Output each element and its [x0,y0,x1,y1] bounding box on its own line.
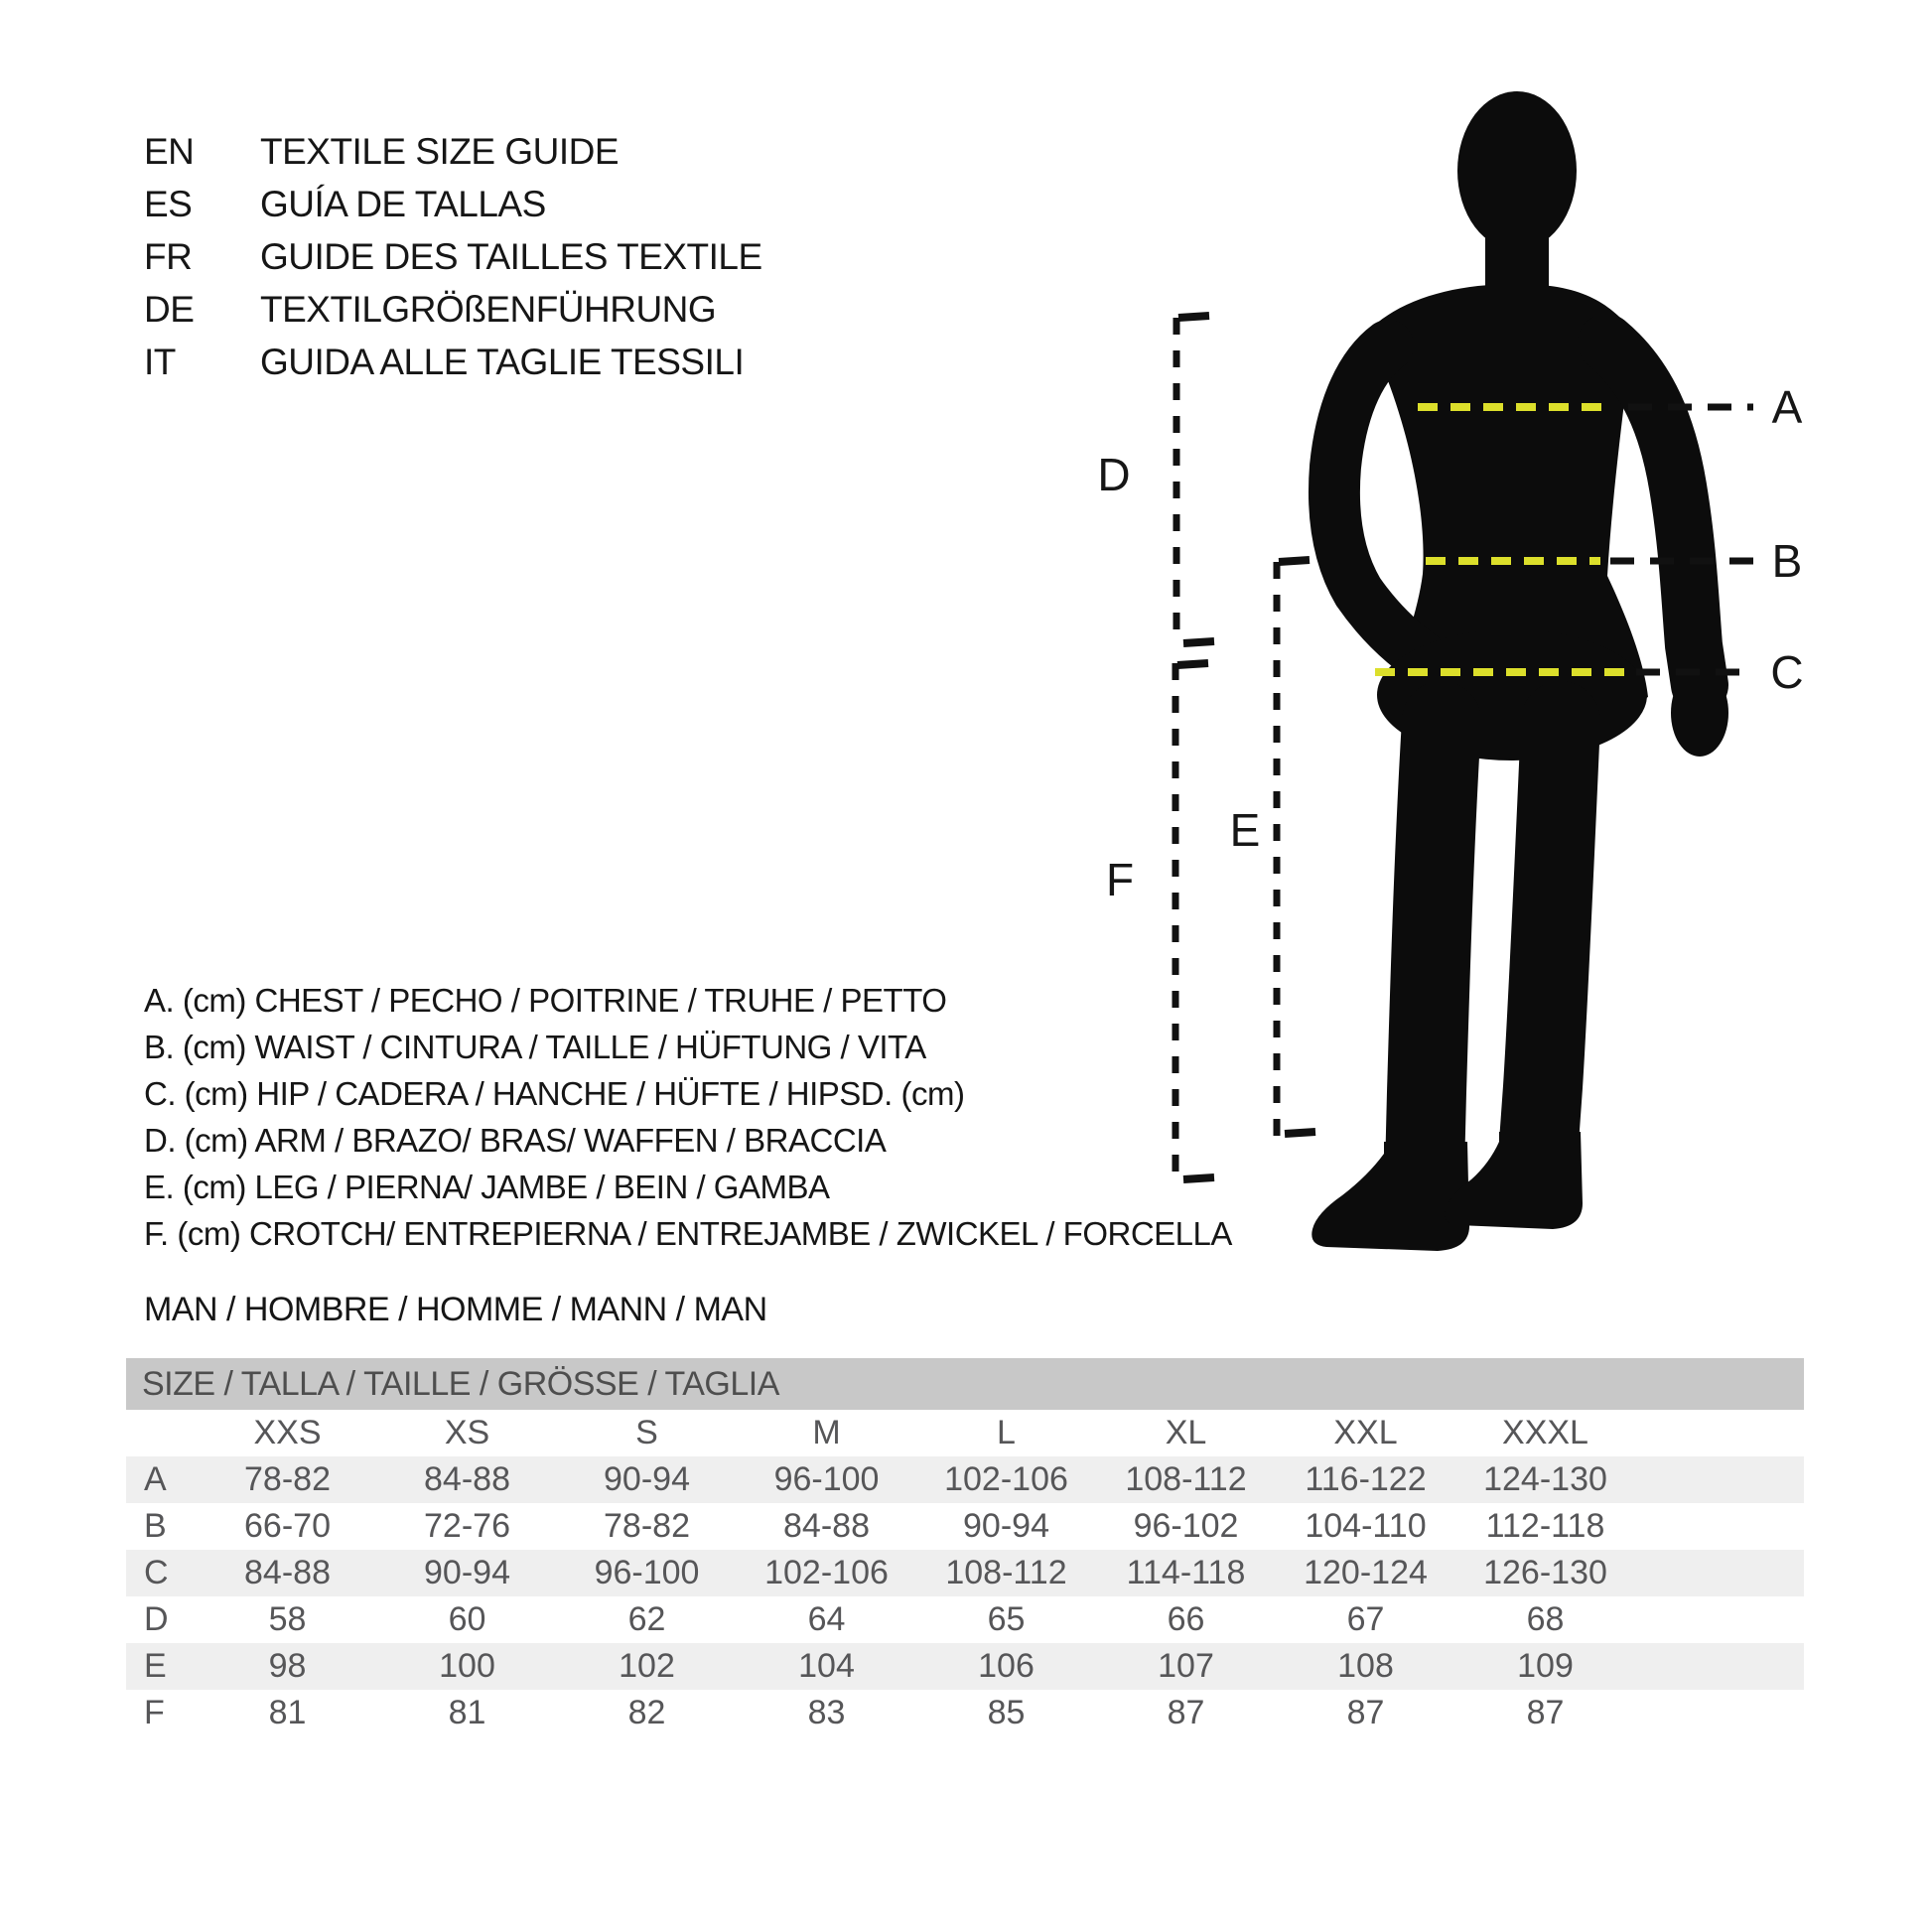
value-cell: 78-82 [604,1507,690,1545]
value-cell: 90-94 [424,1554,510,1591]
size-header-cell: L [997,1414,1016,1451]
value-cell: 126-130 [1483,1554,1607,1591]
legend-row: B. (cm) WAIST / CINTURA / TAILLE / HÜFTUNG / VITA [144,1029,926,1065]
guide-title: GUIDA ALLE TAGLIE TESSILI [260,342,745,382]
row-label: C [144,1554,169,1591]
row-label: D [144,1600,169,1638]
guide-title: GUIDE DES TAILLES TEXTILE [260,236,762,277]
row-label: A [144,1460,167,1498]
value-cell: 107 [1158,1647,1214,1685]
crotch-line-tick-bottom [1183,1177,1214,1179]
label-chest-a: A [1771,381,1803,433]
value-cell: 96-100 [594,1554,700,1591]
label-crotch-f: F [1105,854,1135,905]
value-cell: 67 [1346,1600,1385,1638]
value-cell: 102-106 [944,1460,1068,1498]
value-cell: 124-130 [1483,1460,1607,1498]
value-cell: 90-94 [963,1507,1049,1545]
value-cell: 85 [987,1694,1026,1731]
label-leg-e: E [1229,804,1261,856]
guide-title: GUÍA DE TALLAS [260,184,546,224]
value-cell: 108 [1337,1647,1394,1685]
value-cell: 96-102 [1133,1507,1239,1545]
leg-line-tick-top [1279,560,1310,562]
legend-row: A. (cm) CHEST / PECHO / POITRINE / TRUHE / PETTO [144,982,947,1019]
value-cell: 100 [439,1647,495,1685]
right-leg [1538,721,1561,1157]
guide-title: TEXTILGRÖßENFÜHRUNG [260,289,717,330]
value-cell: 83 [807,1694,846,1731]
value-cell: 68 [1526,1600,1565,1638]
size-header-cell: XXS [253,1414,322,1451]
value-cell: 84-88 [424,1460,510,1498]
leg-line-tick-bottom [1285,1132,1315,1134]
legend-row: E. (cm) LEG / PIERNA/ JAMBE / BEIN / GAMBA [144,1169,830,1205]
size-header-cell: S [635,1414,658,1451]
value-cell: 64 [807,1600,846,1638]
label-waist-b: B [1771,535,1803,587]
category-label: MAN / HOMBRE / HOMME / MANN / MAN [144,1291,767,1328]
value-cell: 84-88 [783,1507,870,1545]
right-hand [1671,669,1728,757]
value-cell: 96-100 [773,1460,880,1498]
value-cell: 102-106 [764,1554,889,1591]
value-cell: 62 [627,1600,666,1638]
value-cell: 72-76 [424,1507,510,1545]
label-arm-d: D [1097,449,1131,500]
value-cell: 108-112 [1125,1460,1247,1498]
value-cell: 66-70 [244,1507,331,1545]
value-cell: 58 [268,1600,307,1638]
language-code: FR [144,236,193,277]
value-cell: 81 [448,1694,486,1731]
size-table-header-band: SIZE / TALLA / TAILLE / GRÖSSE / TAGLIA [126,1358,1804,1410]
size-header-cell: XL [1165,1414,1207,1451]
guide-title: TEXTILE SIZE GUIDE [260,131,620,172]
value-cell: 90-94 [604,1460,690,1498]
value-cell: 87 [1167,1694,1205,1731]
value-cell: 98 [268,1647,307,1685]
value-cell: 104-110 [1305,1507,1427,1545]
left-leg [1425,721,1442,1172]
left-foot [1311,1142,1469,1251]
size-header-cell: XXXL [1502,1414,1588,1451]
value-cell: 109 [1517,1647,1574,1685]
size-header-cell: M [812,1414,841,1451]
value-cell: 104 [798,1647,855,1685]
value-cell: 102 [619,1647,675,1685]
value-cell: 81 [268,1694,307,1731]
row-label: F [144,1694,165,1731]
value-cell: 84-88 [244,1554,331,1591]
value-cell: 116-122 [1305,1460,1427,1498]
value-cell: 87 [1526,1694,1565,1731]
value-cell: 108-112 [945,1554,1067,1591]
head [1457,91,1577,250]
value-cell: 114-118 [1126,1554,1246,1591]
arm-line-tick-top [1178,316,1209,318]
language-code: IT [144,342,176,382]
arm-line-tick-bottom [1183,641,1214,643]
legend-row: F. (cm) CROTCH/ ENTREPIERNA / ENTREJAMBE / ZWICKEL / FORCELLA [144,1215,1232,1252]
row-label: B [144,1507,167,1545]
row-label: E [144,1647,167,1685]
language-code: ES [144,184,193,224]
value-cell: 106 [978,1647,1035,1685]
value-cell: 112-118 [1485,1507,1605,1545]
value-cell: 82 [627,1694,666,1731]
language-code: EN [144,131,195,172]
value-cell: 87 [1346,1694,1385,1731]
value-cell: 60 [448,1600,486,1638]
value-cell: 66 [1167,1600,1205,1638]
value-cell: 120-124 [1304,1554,1428,1591]
legend-row: D. (cm) ARM / BRAZO/ BRAS/ WAFFEN / BRACCIA [144,1122,887,1159]
label-hip-c: C [1770,646,1804,698]
language-code: DE [144,289,195,330]
value-cell: 78-82 [244,1460,331,1498]
size-header-cell: XXL [1333,1414,1398,1451]
value-cell: 65 [987,1600,1026,1638]
legend-row: C. (cm) HIP / CADERA / HANCHE / HÜFTE / HIPSD. (cm) [144,1075,965,1112]
crotch-line-tick-top [1177,663,1208,665]
size-header-cell: XS [444,1414,490,1451]
